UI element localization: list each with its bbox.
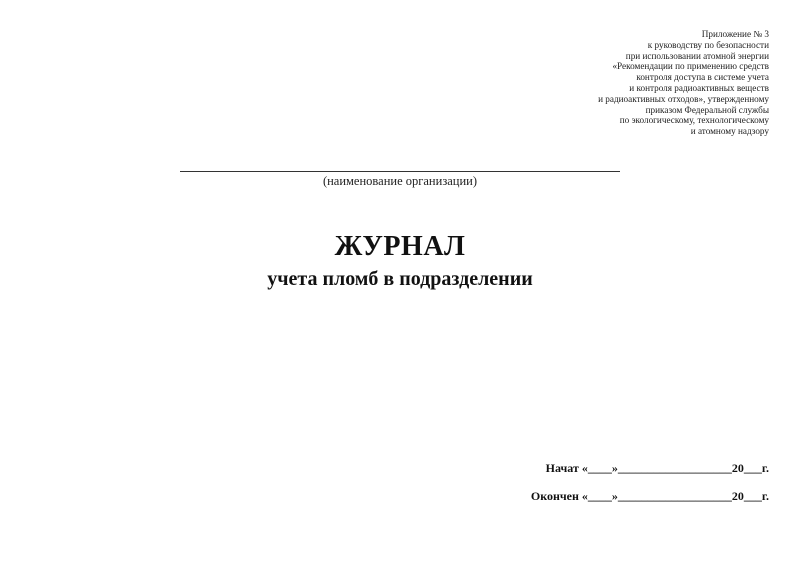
annex-line: и контроля радиоактивных веществ — [629, 82, 769, 93]
annex-line: при использовании атомной энергии — [625, 50, 769, 61]
end-date-blank: «____»___________________20___г. — [581, 489, 769, 503]
start-date-label: Начат — [545, 461, 579, 475]
annex-line: и атомному надзору — [690, 126, 769, 137]
start-date-blank: «____»___________________20___г. — [581, 461, 769, 475]
end-date-label: Окончен — [530, 489, 579, 503]
annex-line: Приложение № 3 — [701, 29, 769, 39]
annex-line: контроля доступа в системе учета — [636, 72, 769, 83]
annex-line: и радиоактивных отходов», утвержденному — [598, 93, 769, 104]
end-date-row — [531, 489, 769, 504]
start-date-row — [546, 461, 769, 476]
organization-caption: (наименование организации) — [322, 174, 478, 188]
document-subtitle: учета пломб в подразделении — [267, 268, 533, 290]
document-title: ЖУРНАЛ — [334, 231, 466, 262]
annex-line: приказом Федеральной службы — [645, 104, 769, 115]
annex-line: «Рекомендации по применению средств — [612, 61, 769, 72]
annex-note — [569, 29, 769, 137]
annex-line: по экологическому, технологическому — [619, 115, 769, 126]
annex-line: к руководству по безопасности — [647, 39, 769, 50]
organization-name-line — [180, 171, 620, 172]
